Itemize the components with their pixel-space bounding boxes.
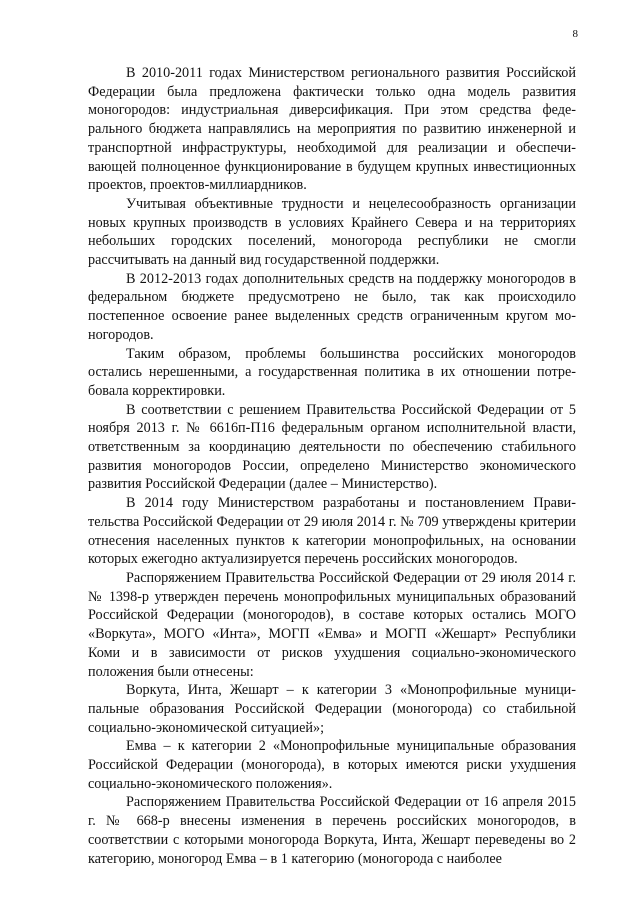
document-body <box>88 64 576 868</box>
paragraph: Распоряжением Правительства Российской Федерации от 29 июля 2014 г. № 1398-р утвержден перечень монопрофильных муниципальных образований Российской Федерации (моногородов), в составе которых остались МОГО «Воркута», МОГО «Инта», МОГП «Емва» и МОГП «Жешарт» Республики Коми и в зависимости от рисков ухудшения социально-экономического положения были отнесены: <box>88 569 576 680</box>
paragraph: Учитывая объективные трудности и нецелесообразность организации новых крупных производств в условиях Крайнего Севера и на территориях небольших городских поселений, моногорода республики не смогли рассчитывать на данный вид государственной поддержки. <box>88 195 576 269</box>
paragraph: В 2014 году Министерством разработаны и постановлением Правительства Российской Федерации от 29 июля 2014 г. № 709 утверждены критерии отнесения населенных пунктов к категории монопрофильных, на основании которых ежегодно актуализируется перечень российских моногородов. <box>88 495 576 568</box>
paragraph: В 2010-2011 годах Министерством регионального развития Российской Федерации была предложена фактически только одна модель развития моногородов: индустриальная диверсификация. При этом средства федерального бюджета направлялись на мероприятия по развитию инженерной и транспортной инфраструктуры, необходимой для реализации и обеспечивающей полноценное функционирование в будущем крупных инвестиционных проектов, проектов-миллиардников. <box>88 65 576 194</box>
paragraph: В соответствии с решением Правительства Российской Федерации от 5 ноября 2013 г. № 6616п-П16 федеральным органом исполнительной власти, ответственным за координацию деятельности по обеспечению стабильного развития моногородов России, определено Министерство экономического развития Российской Федерации (далее – Министерство). <box>88 401 576 493</box>
paragraph: Емва – к категории 2 «Монопрофильные муниципальные образования Российской Федерации (моногорода), в которых имеются риски ухудшения социально-экономического положения». <box>88 738 576 792</box>
paragraph: Воркута, Инта, Жешарт – к категории 3 «Монопрофильные муниципальные образования Российской Федерации (моногорода) со стабильной социально-экономической ситуацией»; <box>88 682 576 736</box>
page-number: 8 <box>572 28 578 40</box>
paragraph: Распоряжением Правительства Российской Федерации от 16 апреля 2015 г. № 668-р внесены изменения в перечень российских моногородов, в соответствии с которыми моногорода Воркута, Инта, Жешарт переведены во 2 категорию, моногород Емва – в 1 категорию (моногорода с наиболее <box>88 794 576 867</box>
paragraph: В 2012-2013 годах дополнительных средств на поддержку моногородов в федеральном бюджете предусмотрено не было, так как происходило постепенное освоение ранее выделенных средств ограниченным кругом моногородов. <box>88 270 576 343</box>
paragraph: Таким образом, проблемы большинства российских моногородов остались нерешенными, а государственная политика в их отношении потребовала корректировки. <box>88 345 576 399</box>
